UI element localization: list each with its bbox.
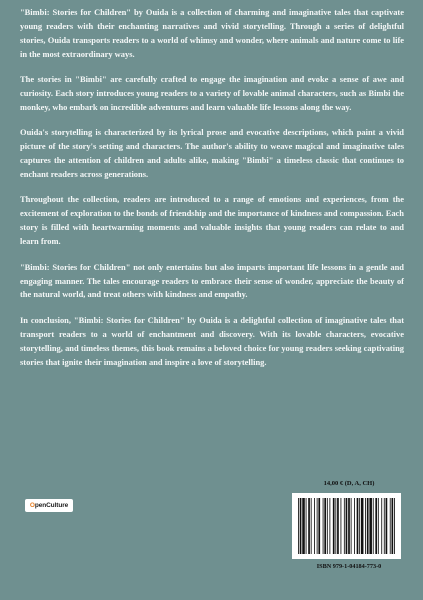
barcode-bar	[369, 498, 372, 554]
barcode-bar	[354, 498, 355, 554]
barcode-bar	[373, 498, 374, 554]
description-paragraph: Ouida's storytelling is characterized by its lyrical prose and evocative descriptions, which paint a vivid picture of the story's setting and characters. The author's ability to weave magical and imaginative tales captures the attention of children and adults alike, making "Bimbi" a timeless classic that continues to enchant readers across generations.	[20, 127, 404, 180]
barcode-bar	[361, 498, 364, 554]
barcode-bar	[302, 498, 305, 554]
barcode-bar	[341, 498, 342, 554]
barcode-bar	[351, 498, 352, 554]
description-paragraph: "Bimbi: Stories for Children" by Ouida is a collection of charming and imaginative tales that captivate young readers with their enchanting narratives and vivid storytelling. Through a series of delightful stories, Ouida transports readers to a world of whimsy and wonder, where animals and nature come to life in the most extraordinary ways.	[20, 7, 404, 59]
barcode-bar	[314, 498, 315, 554]
barcode-bar	[357, 498, 359, 554]
barcode-bar	[386, 498, 388, 554]
openculture-logo: O penCulture	[25, 499, 73, 512]
barcode-bar	[329, 498, 330, 554]
description-paragraph: Throughout the collection, readers are introduced to a range of emotions and experiences, from the excitement of exploration to the bonds of friendship and the importance of kindness and compassion. Each story is filled with heartwarming moments and valuable insights that young readers can relate to and learn from.	[20, 194, 404, 247]
barcode-bar	[311, 498, 312, 554]
barcode-bar	[384, 498, 385, 554]
barcode-bar	[346, 498, 348, 554]
barcode-bar	[318, 498, 320, 554]
description-paragraph: In conclusion, "Bimbi: Stories for Children" by Ouida is a delightful collection of imaginative tales that transport readers to a world of enchantment and discovery. With its lovable characters, evocative storytelling, and timeless themes, this book remains a beloved choice for young readers seeking captivating stories that ignite their imagination and inspire a love of storytelling.	[20, 314, 404, 367]
barcode-bar	[348, 498, 350, 554]
barcode-bar	[381, 498, 382, 554]
barcode-bar	[335, 498, 336, 554]
price-label: 14,00 € (D, A, CH)	[323, 480, 375, 487]
barcode-bar	[327, 498, 328, 554]
description-paragraph: The stories in "Bimbi" are carefully crafted to engage the imagination and evoke a sense of awe and curiosity. Each story introduces young readers to a variety of lovable animal characters, such as Bimbi the monkey, who embark on incredible adventures and learn valuable life lessons along the way.	[20, 74, 404, 112]
back-cover-description	[20, 6, 404, 381]
description-paragraph: "Bimbi: Stories for Children" not only entertains but also imparts important life lessons in a gentle and engaging manner. The tales encourage readers to embrace their sense of wonder, appreciate the beauty of the natural world, and treat others with kindness and empathy.	[20, 261, 404, 300]
barcode-bar	[365, 498, 366, 554]
isbn-label: ISBN 979-1-04184-773-0	[316, 563, 382, 570]
barcode-bar	[378, 498, 379, 554]
barcode-bar	[298, 498, 299, 554]
barcode-bar	[333, 498, 335, 554]
barcode-bar	[337, 498, 339, 554]
barcode-bar	[344, 498, 345, 554]
barcode-bar	[300, 498, 302, 554]
barcode-bar	[323, 498, 324, 554]
barcode-bar	[324, 498, 326, 554]
isbn-barcode	[292, 493, 401, 559]
barcode-bar	[392, 498, 394, 554]
barcode-bar	[308, 498, 310, 554]
barcode-bar	[317, 498, 318, 554]
barcode-bar	[375, 498, 377, 554]
barcode-bar	[390, 498, 391, 554]
barcode-bar	[367, 498, 369, 554]
barcode-bar	[359, 498, 360, 554]
barcode-bar	[394, 498, 395, 554]
barcode-bar	[306, 498, 307, 554]
barcode-icon	[292, 493, 401, 559]
